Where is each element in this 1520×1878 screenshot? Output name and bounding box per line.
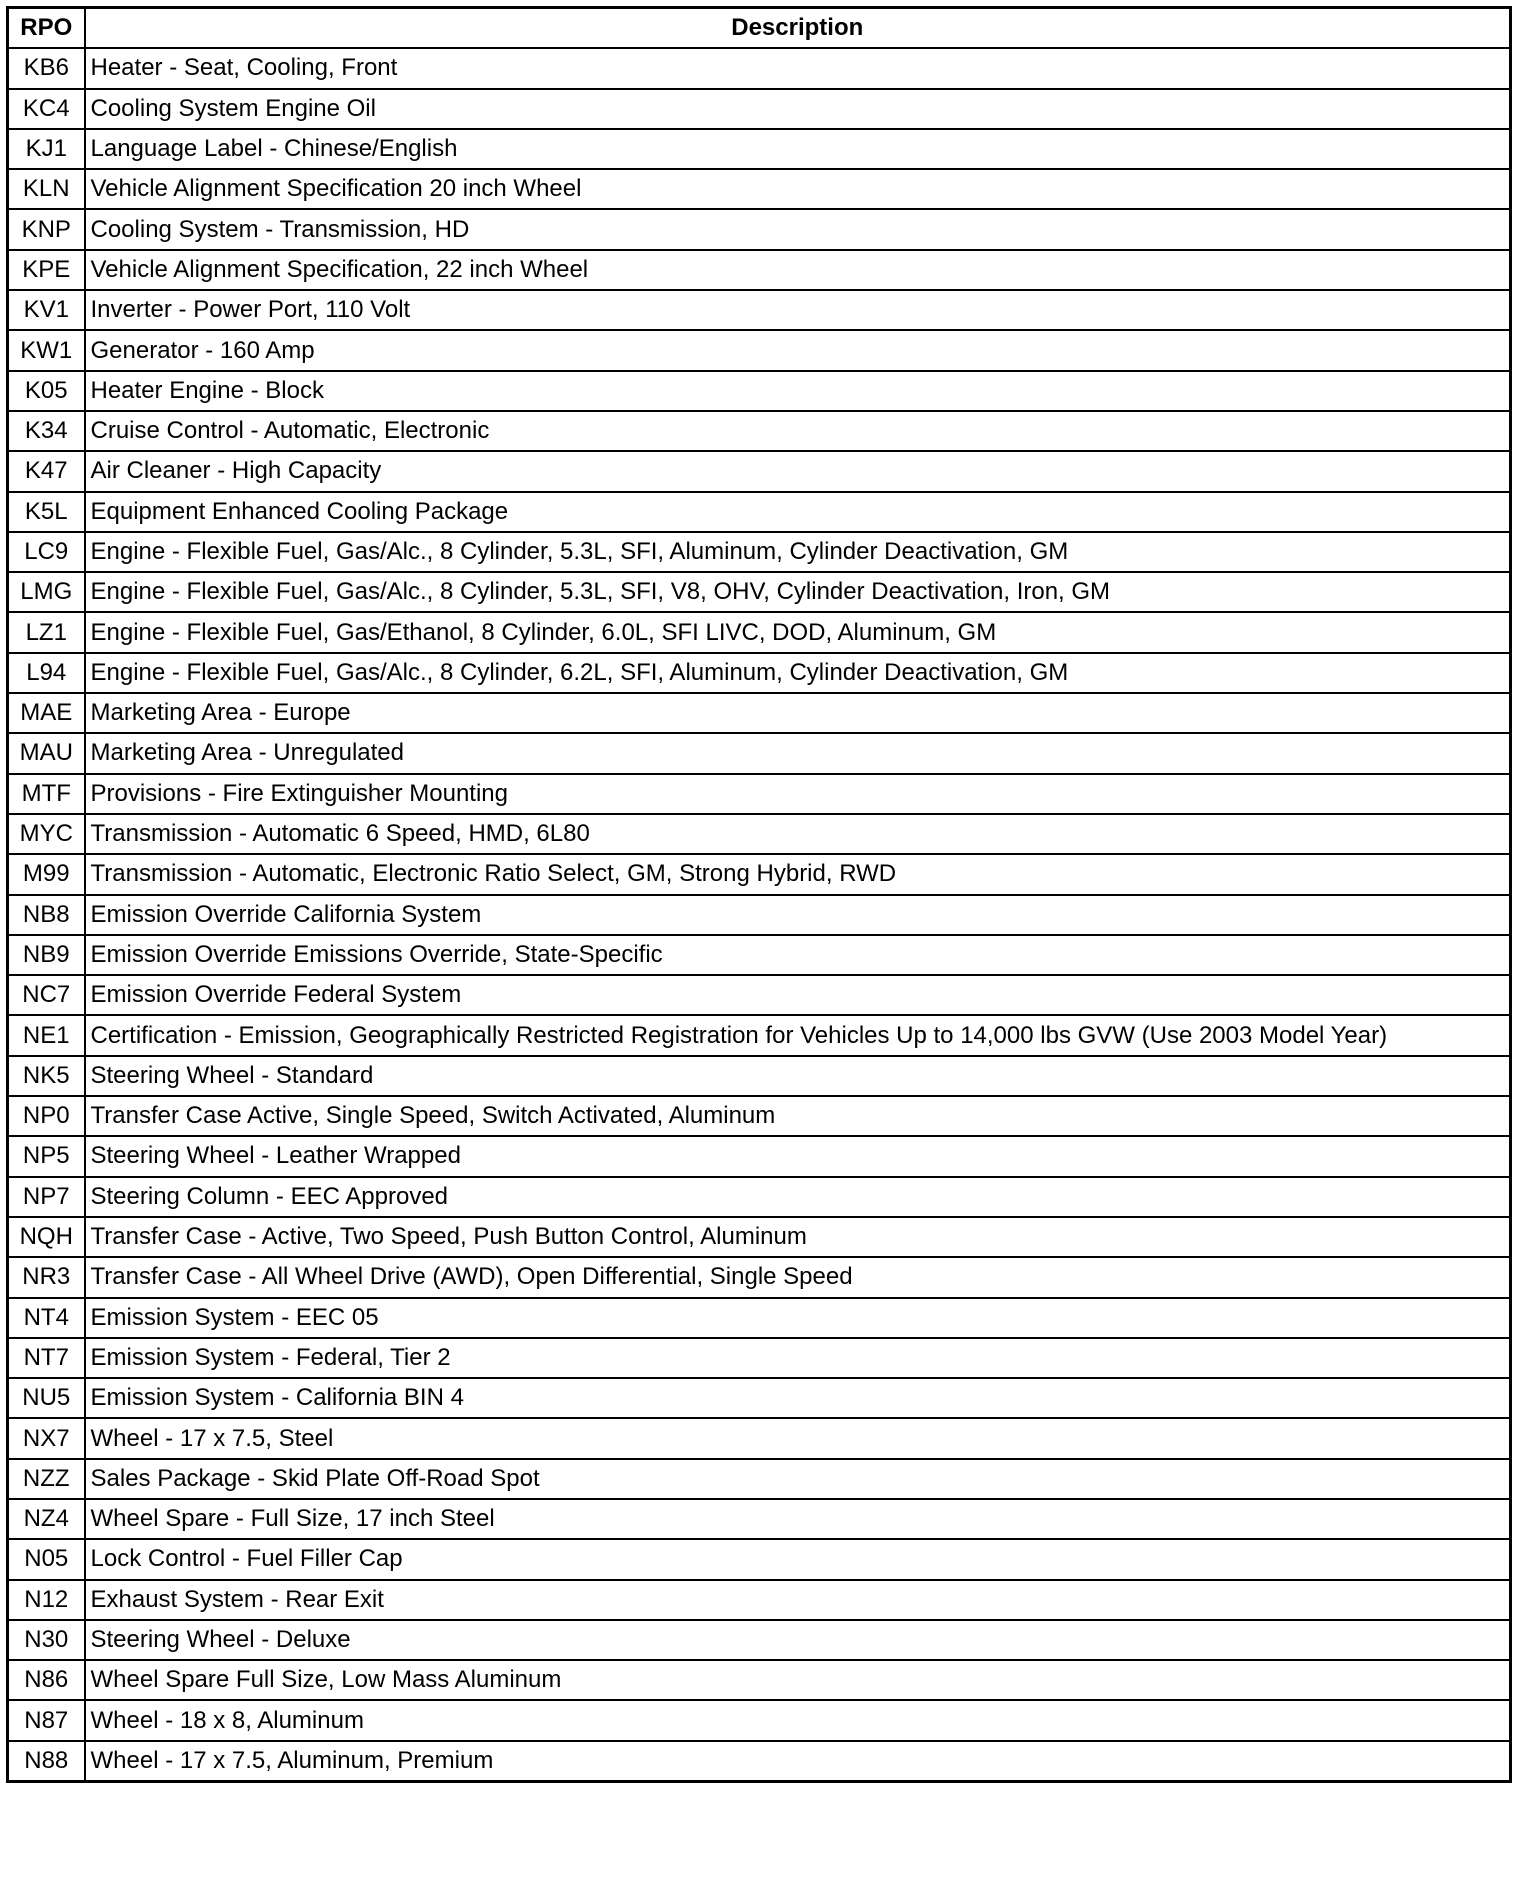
rpo-table [6, 6, 1512, 1783]
table-row [8, 48, 1511, 88]
table-header-row [8, 8, 1511, 49]
table-row [8, 1338, 1511, 1378]
table-row [8, 1298, 1511, 1338]
rpo-code-cell: LMG [8, 572, 85, 612]
table-row [8, 532, 1511, 572]
table-row [8, 371, 1511, 411]
description-cell: Steering Wheel - Deluxe [85, 1620, 1511, 1660]
rpo-code-cell: MTF [8, 774, 85, 814]
rpo-code-cell: KB6 [8, 48, 85, 88]
description-cell: Wheel Spare - Full Size, 17 inch Steel [85, 1499, 1511, 1539]
description-cell: Emission Override California System [85, 895, 1511, 935]
table-row [8, 895, 1511, 935]
description-cell: Wheel - 18 x 8, Aluminum [85, 1700, 1511, 1740]
rpo-code-cell: N86 [8, 1660, 85, 1700]
table-row [8, 1580, 1511, 1620]
rpo-code-cell: NZZ [8, 1459, 85, 1499]
rpo-code-cell: NK5 [8, 1056, 85, 1096]
table-row [8, 814, 1511, 854]
rpo-code-cell: MAE [8, 693, 85, 733]
description-cell: Inverter - Power Port, 110 Volt [85, 290, 1511, 330]
description-cell: Equipment Enhanced Cooling Package [85, 492, 1511, 532]
table-row [8, 451, 1511, 491]
description-cell: Lock Control - Fuel Filler Cap [85, 1539, 1511, 1579]
rpo-code-cell: NU5 [8, 1378, 85, 1418]
rpo-code-cell: KJ1 [8, 129, 85, 169]
description-cell: Heater - Seat, Cooling, Front [85, 48, 1511, 88]
rpo-code-cell: LC9 [8, 532, 85, 572]
description-cell: Marketing Area - Europe [85, 693, 1511, 733]
table-row [8, 209, 1511, 249]
rpo-code-cell: KLN [8, 169, 85, 209]
rpo-code-cell: NP7 [8, 1177, 85, 1217]
table-row [8, 250, 1511, 290]
rpo-code-cell: KNP [8, 209, 85, 249]
rpo-code-cell: N05 [8, 1539, 85, 1579]
table-row [8, 1015, 1511, 1055]
description-cell: Engine - Flexible Fuel, Gas/Ethanol, 8 Cylinder, 6.0L, SFI LIVC, DOD, Aluminum, GM [85, 612, 1511, 652]
rpo-code-cell: NC7 [8, 975, 85, 1015]
description-cell: Exhaust System - Rear Exit [85, 1580, 1511, 1620]
table-row [8, 1499, 1511, 1539]
rpo-code-cell: N12 [8, 1580, 85, 1620]
rpo-code-cell: MAU [8, 733, 85, 773]
description-cell: Steering Wheel - Leather Wrapped [85, 1136, 1511, 1176]
rpo-code-cell: NX7 [8, 1418, 85, 1458]
description-cell: Emission System - California BIN 4 [85, 1378, 1511, 1418]
rpo-code-cell: NB8 [8, 895, 85, 935]
rpo-code-cell: NR3 [8, 1257, 85, 1297]
table-row [8, 1459, 1511, 1499]
rpo-code-cell: NE1 [8, 1015, 85, 1055]
description-cell: Vehicle Alignment Specification, 22 inch Wheel [85, 250, 1511, 290]
header-description: Description [85, 8, 1511, 49]
table-row [8, 693, 1511, 733]
table-row [8, 612, 1511, 652]
description-cell: Wheel - 17 x 7.5, Steel [85, 1418, 1511, 1458]
rpo-code-cell: NB9 [8, 935, 85, 975]
rpo-code-cell: K47 [8, 451, 85, 491]
table-row [8, 653, 1511, 693]
rpo-code-cell: KV1 [8, 290, 85, 330]
rpo-code-cell: K5L [8, 492, 85, 532]
table-row [8, 1378, 1511, 1418]
description-cell: Language Label - Chinese/English [85, 129, 1511, 169]
table-row [8, 290, 1511, 330]
description-cell: Generator - 160 Amp [85, 330, 1511, 370]
rpo-code-cell: N88 [8, 1741, 85, 1782]
table-row [8, 1136, 1511, 1176]
rpo-code-cell: KW1 [8, 330, 85, 370]
rpo-code-cell: N87 [8, 1700, 85, 1740]
description-cell: Sales Package - Skid Plate Off-Road Spot [85, 1459, 1511, 1499]
description-cell: Cooling System - Transmission, HD [85, 209, 1511, 249]
rpo-code-cell: L94 [8, 653, 85, 693]
table-row [8, 492, 1511, 532]
table-row [8, 572, 1511, 612]
description-cell: Engine - Flexible Fuel, Gas/Alc., 8 Cylinder, 6.2L, SFI, Aluminum, Cylinder Deactivation, GM [85, 653, 1511, 693]
table-row [8, 1660, 1511, 1700]
rpo-code-cell: K34 [8, 411, 85, 451]
table-body [8, 48, 1511, 1781]
table-row [8, 1056, 1511, 1096]
rpo-code-cell: NP5 [8, 1136, 85, 1176]
table-row [8, 774, 1511, 814]
table-row [8, 1741, 1511, 1782]
description-cell: Engine - Flexible Fuel, Gas/Alc., 8 Cylinder, 5.3L, SFI, Aluminum, Cylinder Deactivation, GM [85, 532, 1511, 572]
description-cell: Certification - Emission, Geographically Restricted Registration for Vehicles Up to 14,000 lbs GVW (Use 2003 Model Year) [85, 1015, 1511, 1055]
rpo-code-cell: NT4 [8, 1298, 85, 1338]
table-row [8, 1217, 1511, 1257]
table-row [8, 129, 1511, 169]
table-row [8, 1539, 1511, 1579]
table-row [8, 733, 1511, 773]
description-cell: Wheel Spare Full Size, Low Mass Aluminum [85, 1660, 1511, 1700]
rpo-code-cell: KPE [8, 250, 85, 290]
description-cell: Engine - Flexible Fuel, Gas/Alc., 8 Cylinder, 5.3L, SFI, V8, OHV, Cylinder Deactivation, Iron, GM [85, 572, 1511, 612]
description-cell: Vehicle Alignment Specification 20 inch Wheel [85, 169, 1511, 209]
description-cell: Emission Override Emissions Override, State-Specific [85, 935, 1511, 975]
description-cell: Steering Wheel - Standard [85, 1056, 1511, 1096]
description-cell: Emission System - Federal, Tier 2 [85, 1338, 1511, 1378]
table-row [8, 1257, 1511, 1297]
description-cell: Emission System - EEC 05 [85, 1298, 1511, 1338]
rpo-code-cell: M99 [8, 854, 85, 894]
description-cell: Heater Engine - Block [85, 371, 1511, 411]
table-row [8, 330, 1511, 370]
table-row [8, 1418, 1511, 1458]
description-cell: Transfer Case - All Wheel Drive (AWD), Open Differential, Single Speed [85, 1257, 1511, 1297]
rpo-code-cell: NT7 [8, 1338, 85, 1378]
table-row [8, 89, 1511, 129]
rpo-code-cell: K05 [8, 371, 85, 411]
table-row [8, 1096, 1511, 1136]
table-row [8, 169, 1511, 209]
rpo-code-cell: NQH [8, 1217, 85, 1257]
rpo-code-cell: NP0 [8, 1096, 85, 1136]
rpo-code-cell: KC4 [8, 89, 85, 129]
table-row [8, 1620, 1511, 1660]
description-cell: Transfer Case - Active, Two Speed, Push Button Control, Aluminum [85, 1217, 1511, 1257]
description-cell: Wheel - 17 x 7.5, Aluminum, Premium [85, 1741, 1511, 1782]
table-row [8, 975, 1511, 1015]
description-cell: Cooling System Engine Oil [85, 89, 1511, 129]
description-cell: Transmission - Automatic 6 Speed, HMD, 6L80 [85, 814, 1511, 854]
rpo-code-cell: MYC [8, 814, 85, 854]
header-rpo: RPO [8, 8, 85, 49]
description-cell: Transmission - Automatic, Electronic Ratio Select, GM, Strong Hybrid, RWD [85, 854, 1511, 894]
description-cell: Emission Override Federal System [85, 975, 1511, 1015]
rpo-code-cell: N30 [8, 1620, 85, 1660]
description-cell: Steering Column - EEC Approved [85, 1177, 1511, 1217]
table-row [8, 1177, 1511, 1217]
table-row [8, 411, 1511, 451]
rpo-code-cell: LZ1 [8, 612, 85, 652]
table-row [8, 854, 1511, 894]
description-cell: Cruise Control - Automatic, Electronic [85, 411, 1511, 451]
rpo-code-cell: NZ4 [8, 1499, 85, 1539]
description-cell: Transfer Case Active, Single Speed, Switch Activated, Aluminum [85, 1096, 1511, 1136]
description-cell: Marketing Area - Unregulated [85, 733, 1511, 773]
table-row [8, 935, 1511, 975]
description-cell: Air Cleaner - High Capacity [85, 451, 1511, 491]
table-row [8, 1700, 1511, 1740]
description-cell: Provisions - Fire Extinguisher Mounting [85, 774, 1511, 814]
